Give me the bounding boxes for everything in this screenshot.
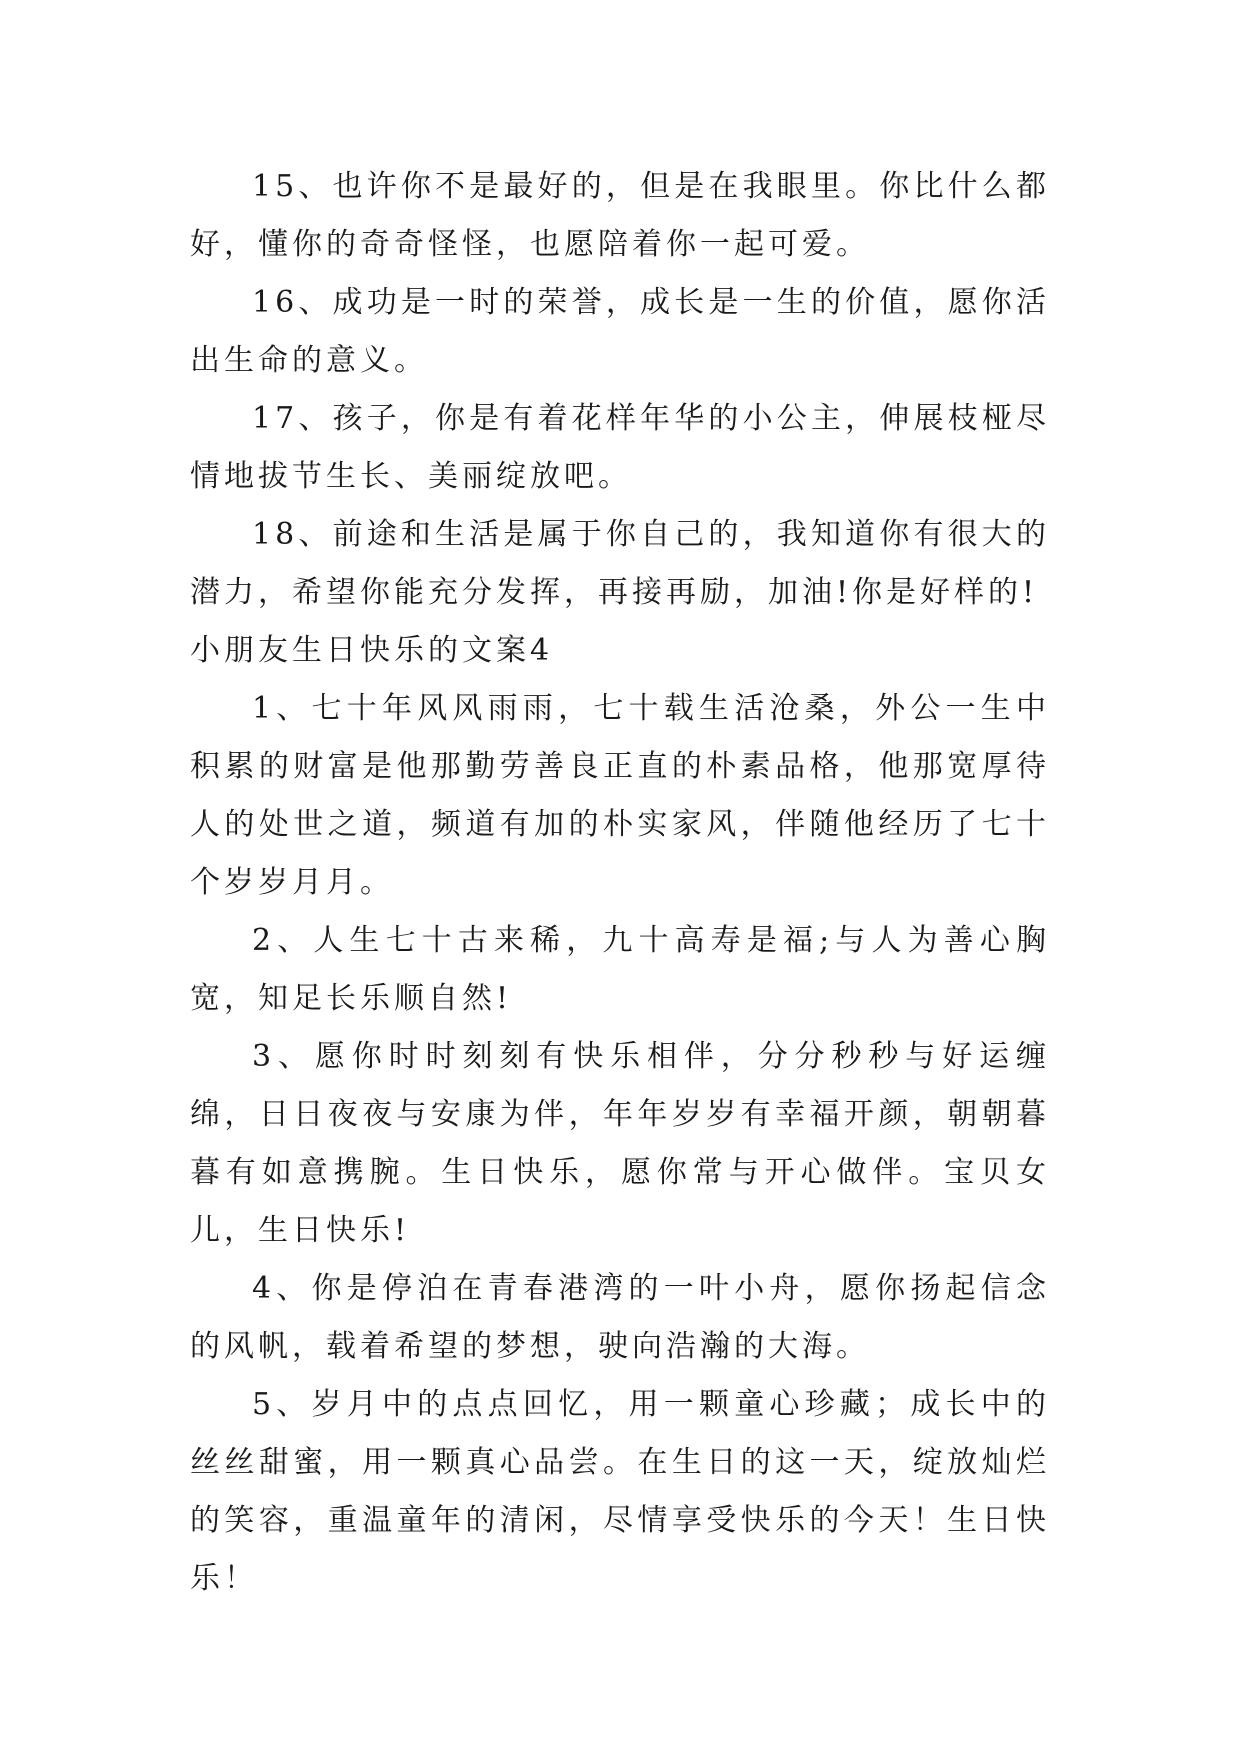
paragraph-15: 15、也许你不是最好的，但是在我眼里。你比什么都好，懂你的奇奇怪怪，也愿陪着你一起可爱。: [190, 169, 1050, 262]
paragraph-3: 3、愿你时时刻刻有快乐相伴，分分秒秒与好运缠绵，日日夜夜与安康为伴，年年岁岁有幸福开颜，朝朝暮暮有如意携腕。生日快乐，愿你常与开心做伴。宝贝女儿，生日快乐!: [190, 1039, 1050, 1248]
paragraph-18: 18、前途和生活是属于你自己的，我知道你有很大的潜力，希望你能充分发挥，再接再励，加油!你是好样的!: [190, 517, 1050, 610]
paragraph-1: 1、七十年风风雨雨，七十载生活沧桑，外公一生中积累的财富是他那勤劳善良正直的朴素品格，他那宽厚待人的处世之道，频道有加的朴实家风，伴随他经历了七十个岁岁月月。: [190, 691, 1050, 900]
paragraph-2: 2、人生七十古来稀，九十高寿是福;与人为善心胸宽，知足长乐顺自然!: [190, 923, 1050, 1016]
paragraph-17: 17、孩子，你是有着花样年华的小公主，伸展枝桠尽情地拔节生长、美丽绽放吧。: [190, 401, 1050, 494]
paragraph-5: 5、岁月中的点点回忆，用一颗童心珍藏；成长中的丝丝甜蜜，用一颗真心品尝。在生日的这一天，绽放灿烂的笑容，重温童年的清闲，尽情享受快乐的今天！生日快乐！: [190, 1387, 1050, 1596]
section-heading: 小朋友生日快乐的文案4: [190, 633, 554, 668]
paragraph-4: 4、你是停泊在青春港湾的一叶小舟，愿你扬起信念的风帆，载着希望的梦想，驶向浩瀚的大海。: [190, 1271, 1050, 1364]
document-body: [190, 158, 1050, 1608]
paragraph-16: 16、成功是一时的荣誉，成长是一生的价值，愿你活出生命的意义。: [190, 285, 1050, 378]
